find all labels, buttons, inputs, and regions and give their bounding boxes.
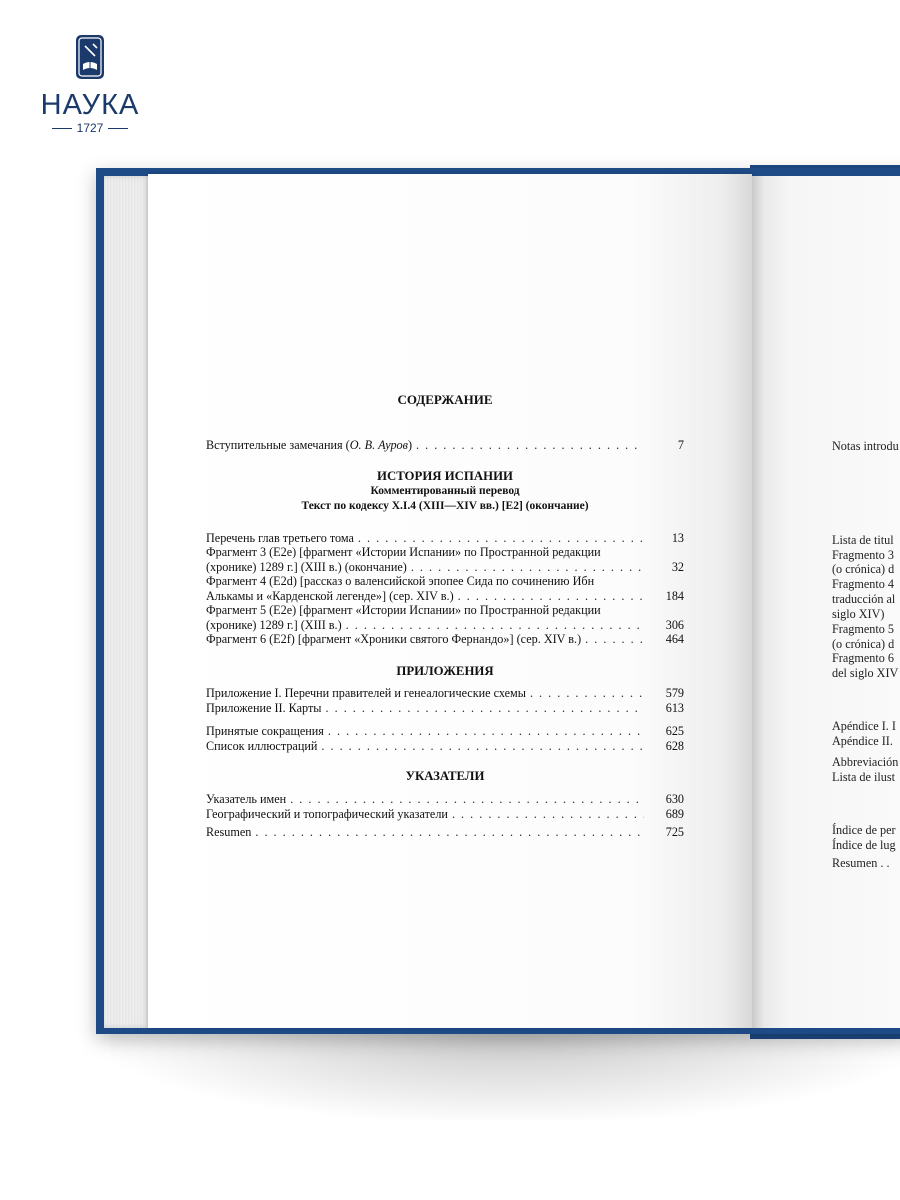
toc-entry: Принятые сокращения . . . 625: [206, 724, 684, 739]
toc-entry: Resumen . . . 725: [206, 825, 684, 840]
toc-entry: Указатель имен . . . 630: [206, 792, 684, 807]
right-page-line: Resumen . .: [832, 856, 890, 870]
divider: [52, 128, 72, 129]
right-page-line: Notas introdu: [832, 439, 899, 453]
right-page-line: Apéndice I. I: [832, 719, 896, 733]
right-page-line: Apéndice II.: [832, 734, 893, 748]
divider: [108, 128, 128, 129]
section-title: ПРИЛОЖЕНИЯ: [396, 664, 494, 678]
toc-title: СОДЕРЖАНИЕ: [397, 392, 493, 407]
right-page-line: (o crónica) d: [832, 637, 895, 651]
toc-entry-intro: Вступительные замечания (О. В. Ауров) . . . 7: [206, 438, 684, 453]
right-page-line: Abbreviación: [832, 755, 899, 769]
toc-entry: Фрагмент 5 (E2e) [фрагмент «Истории Испании» по Пространной редакции (хронике) 1289 г.] (XIII в.) . . . 306: [206, 603, 684, 632]
author-name: О. В. Ауров: [349, 438, 408, 452]
right-page-line: Fragmento 6: [832, 651, 894, 665]
publisher-year: 1727: [76, 121, 104, 135]
right-page-line: del siglo XIV: [832, 666, 899, 680]
right-page-line: Lista de ilust: [832, 770, 895, 784]
toc-entry: Список иллюстраций . . . 628: [206, 739, 684, 754]
nauka-emblem-icon: [75, 34, 105, 80]
section-title: ИСТОРИЯ ИСПАНИИ: [377, 469, 513, 483]
toc-entry: Фрагмент 6 (E2f) [фрагмент «Хроники святого Фернандо»] (сер. XIV в.) . . . 464: [206, 632, 684, 647]
right-page-line: Lista de titul: [832, 533, 894, 547]
right-page-line: Índice de per: [832, 823, 896, 837]
toc-entry: Перечень глав третьего тома . . . 13: [206, 531, 684, 546]
right-page-line: Fragmento 3: [832, 548, 894, 562]
toc-entry: Приложение II. Карты . . . 613: [206, 701, 684, 716]
right-page-line: Índice de lug: [832, 838, 896, 852]
right-page-line: traducción al: [832, 592, 896, 606]
toc-entry: Фрагмент 3 (E2e) [фрагмент «Истории Испании» по Пространной редакции (хронике) 1289 г.] (XIII в.) (окончание) . . . 32: [206, 545, 684, 574]
page-edges: [104, 176, 150, 1028]
section-subtitle-2: Текст по кодексу X.I.4 (XIII—XIV вв.) [E2] (окончание): [301, 500, 589, 512]
right-page-line: siglo XIV): [832, 607, 885, 621]
right-page-line: Fragmento 5: [832, 622, 894, 636]
toc-entry: Приложение I. Перечни правителей и генеалогические схемы . . . 579: [206, 686, 684, 701]
toc-entry: Географический и топографический указатели . . . 689: [206, 807, 684, 822]
publisher-logo: [40, 34, 140, 135]
publisher-name: НАУКА: [40, 89, 140, 121]
toc-entry: Фрагмент 4 (E2d) [рассказ о валенсийской эпопее Сида по сочинению Ибн Алькамы и «Карденской легенде»] (сер. XIV в.) . . . 184: [206, 574, 684, 603]
page-number: 7: [677, 438, 684, 452]
section-title: УКАЗАТЕЛИ: [405, 769, 485, 783]
right-page-line: Fragmento 4: [832, 577, 894, 591]
section-subtitle: Комментированный перевод: [370, 485, 520, 497]
right-page-line: (o crónica) d: [832, 562, 895, 576]
